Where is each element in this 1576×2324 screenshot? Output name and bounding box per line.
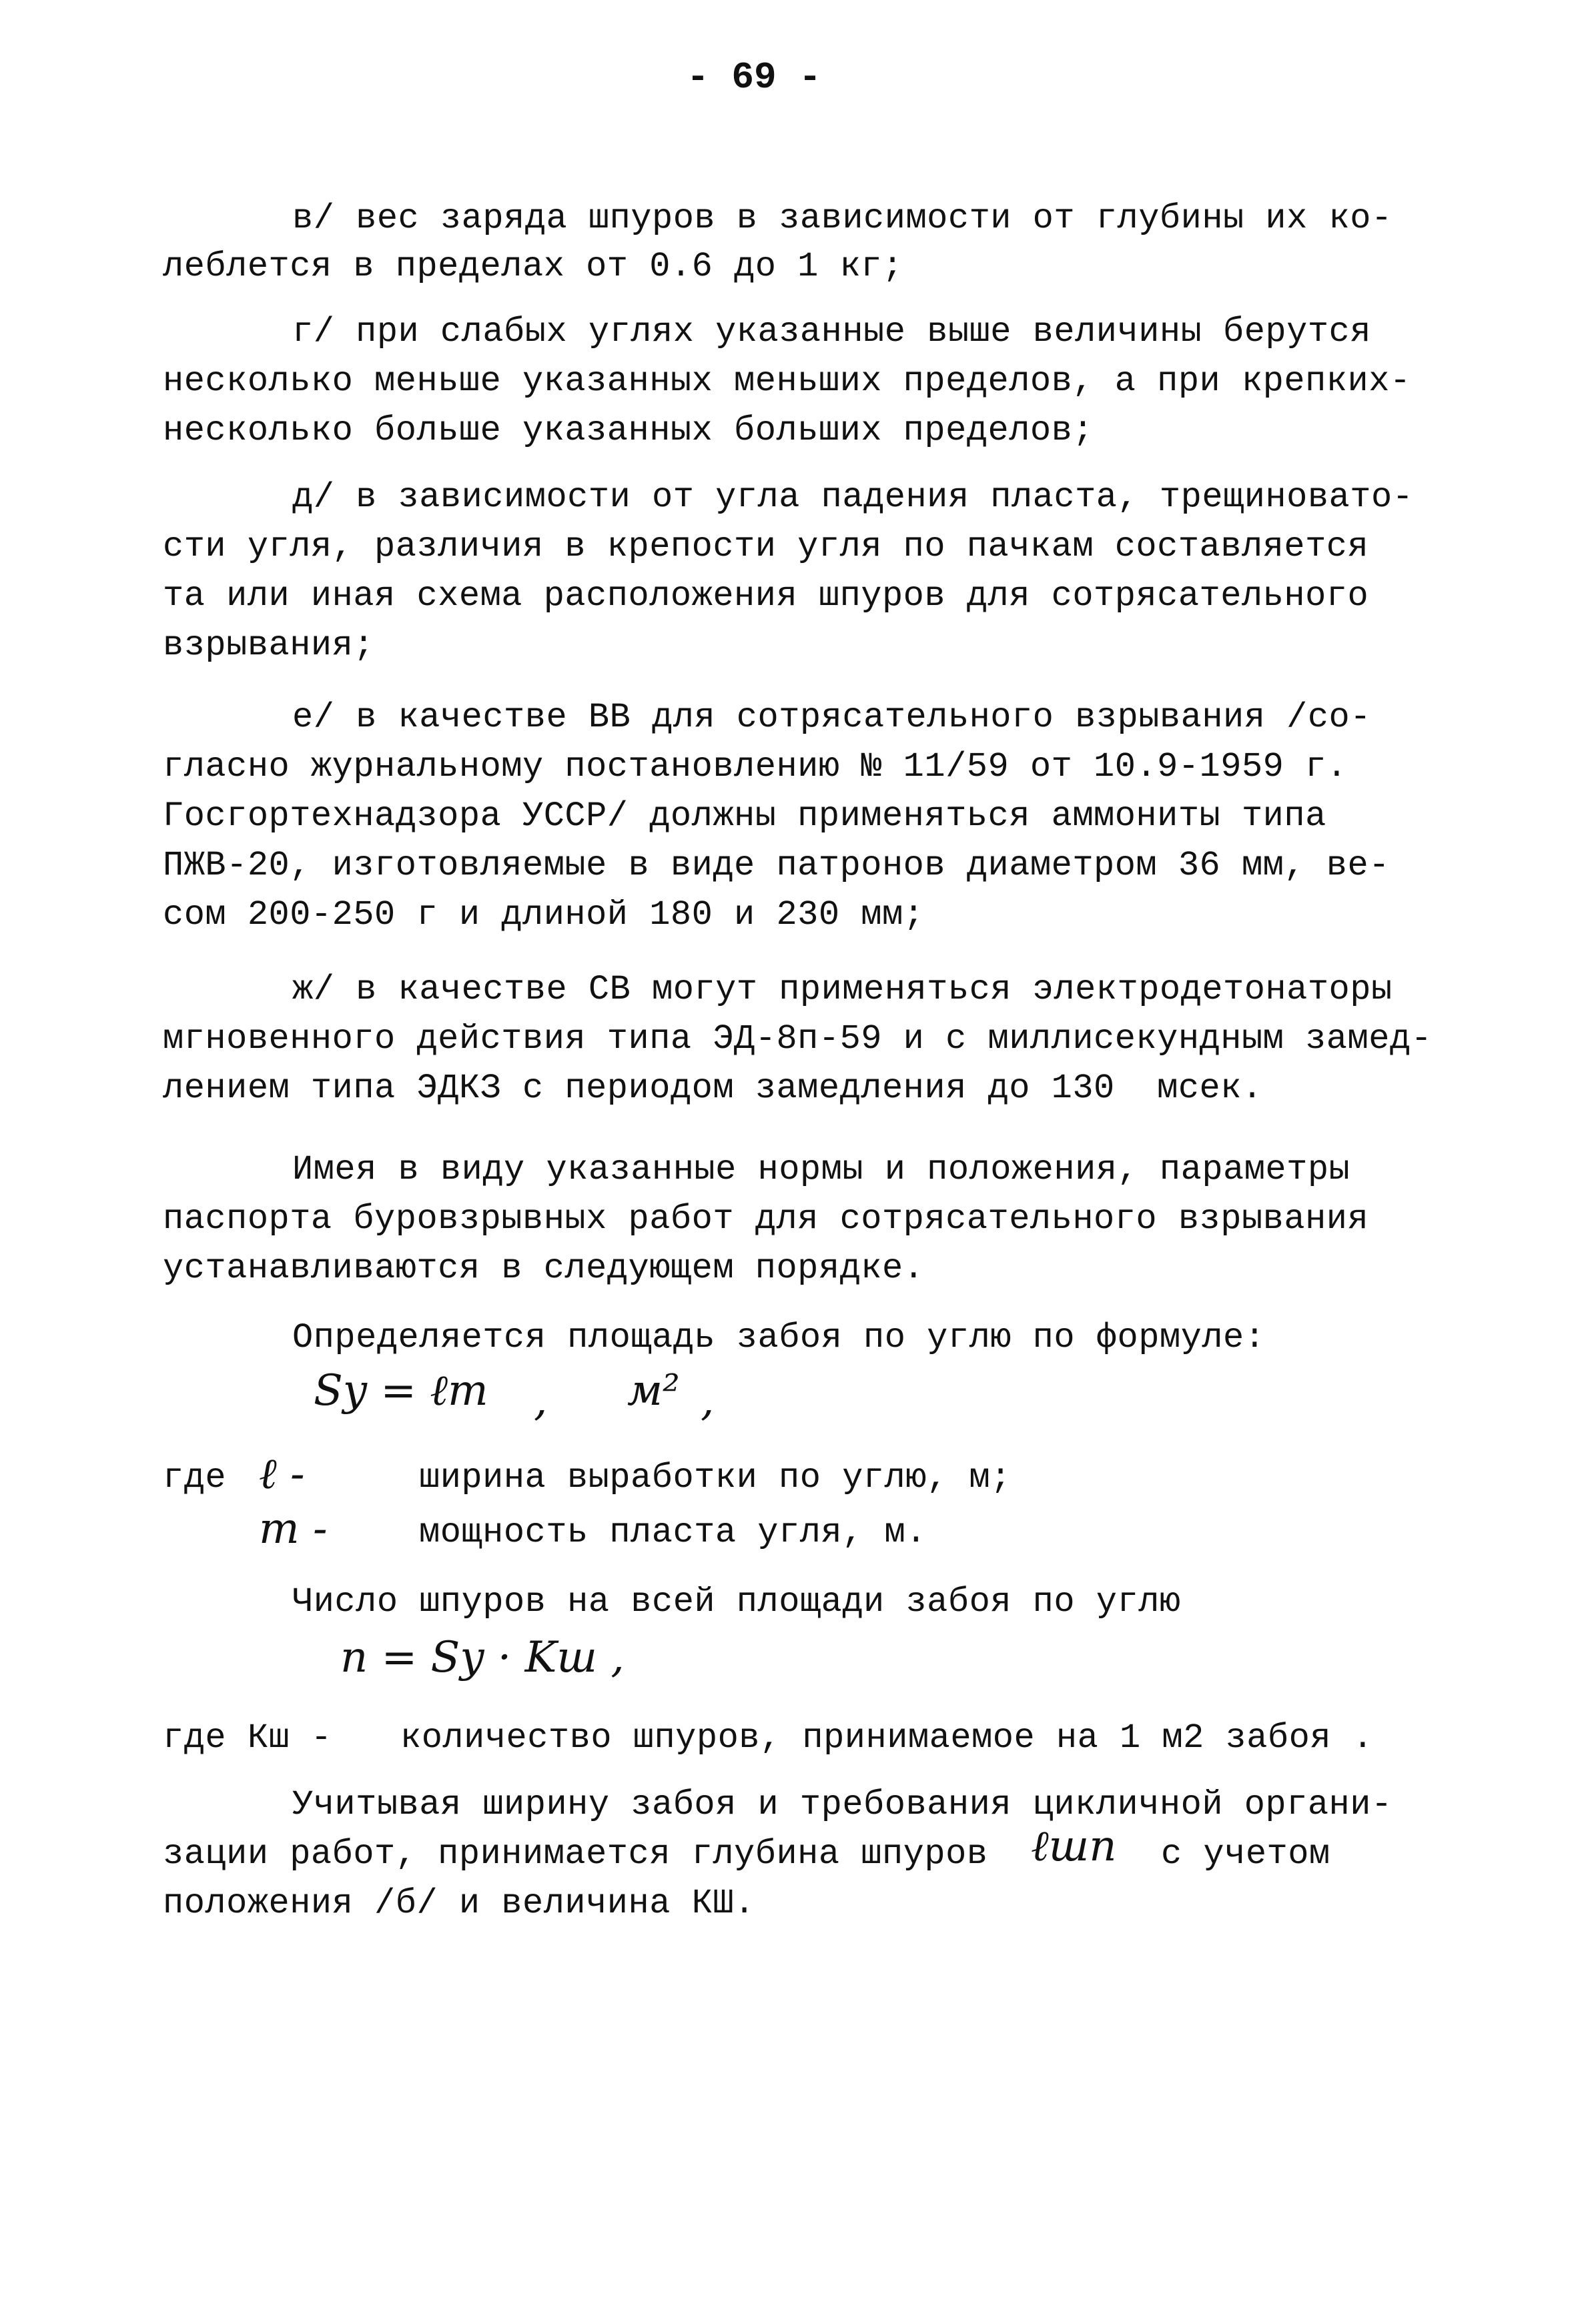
item-zh-line-2: мгновенного действия типа ЭД-8п-59 и с миллисекундным замед- bbox=[163, 1019, 1433, 1059]
item-d-line-4: взрывания; bbox=[163, 626, 375, 665]
final-line-2-tail: с учетом bbox=[1161, 1834, 1330, 1874]
where-1-prefix: где bbox=[163, 1458, 227, 1498]
item-zh-line-1: ж/ в качестве СВ могут применяться электродетонаторы bbox=[292, 970, 1393, 1009]
page-number: - 69 - bbox=[687, 56, 821, 99]
item-e-line-1: е/ в качестве ВВ для сотрясательного взрывания /со- bbox=[292, 698, 1371, 737]
formula-area-unit: м² bbox=[627, 1366, 680, 1415]
item-zh-line-3: лением типа ЭДКЗ с периодом замедления до 130 мсек. bbox=[163, 1069, 1263, 1108]
formula-holes: n = Sy · Kш , bbox=[340, 1633, 625, 1682]
formula-area-comma-1: , bbox=[534, 1376, 548, 1425]
area-sentence: Определяется площадь забоя по углю по формуле: bbox=[292, 1318, 1266, 1357]
item-d-line-3: та или иная схема расположения шпуров для сотрясательного bbox=[163, 576, 1369, 616]
item-e-line-2: гласно журнальному постановлению № 11/59 от 10.9-1959 г. bbox=[163, 747, 1348, 786]
intro-line-3: устанавливаются в следующем порядке. bbox=[163, 1249, 925, 1288]
item-g-line-3: несколько больше указанных больших пределов; bbox=[163, 411, 1094, 450]
item-e-line-4: ПЖВ-20, изготовляемые в виде патронов диаметром 36 мм, ве- bbox=[163, 846, 1390, 885]
where-1-desc-m: мощность пласта угля, м. bbox=[419, 1513, 927, 1552]
item-g-line-2: несколько меньше указанных меньших пределов, а при крепких- bbox=[163, 362, 1411, 401]
where-1-symbol-m: m - bbox=[259, 1504, 328, 1554]
item-g-line-1: г/ при слабых углях указанные выше величины берутся bbox=[292, 312, 1371, 352]
final-line-2: зации работ, принимается глубина шпуров bbox=[163, 1834, 988, 1874]
where-1-symbol-l: ℓ - bbox=[259, 1449, 305, 1499]
holes-sentence: Число шпуров на всей площади забоя по углю bbox=[292, 1582, 1181, 1622]
item-d-line-2: сти угля, различия в крепости угля по пачкам составляется bbox=[163, 527, 1369, 566]
formula-area-comma-2: , bbox=[701, 1376, 715, 1425]
final-line-2-symbol: ℓшп bbox=[1031, 1822, 1117, 1871]
item-e-line-5: сом 200-250 г и длиной 180 и 230 мм; bbox=[163, 895, 925, 935]
item-e-line-3: Госгортехнадзора УССР/ должны применяться аммониты типа bbox=[163, 796, 1326, 836]
where-2-desc: количество шпуров, принимаемое на 1 м2 забоя . bbox=[400, 1718, 1374, 1758]
intro-line-2: паспорта буровзрывных работ для сотрясательного взрывания bbox=[163, 1199, 1369, 1239]
where-2-prefix: где Кш - bbox=[163, 1718, 332, 1758]
item-v-line-1: в/ вес заряда шпуров в зависимости от глубины их ко- bbox=[292, 199, 1393, 238]
final-line-3: положения /б/ и величина КШ. bbox=[163, 1884, 755, 1923]
where-1-desc-l: ширина выработки по углю, м; bbox=[419, 1458, 1012, 1498]
item-d-line-1: д/ в зависимости от угла падения пласта, трещиновато- bbox=[292, 478, 1414, 517]
item-v-line-2: леблется в пределах от 0.6 до 1 кг; bbox=[163, 247, 903, 286]
formula-area-left: Sy = ℓm bbox=[314, 1366, 488, 1415]
intro-line-1: Имея в виду указанные нормы и положения, параметры bbox=[292, 1150, 1350, 1189]
final-line-1: Учитывая ширину забоя и требования цикличной органи- bbox=[292, 1785, 1393, 1824]
